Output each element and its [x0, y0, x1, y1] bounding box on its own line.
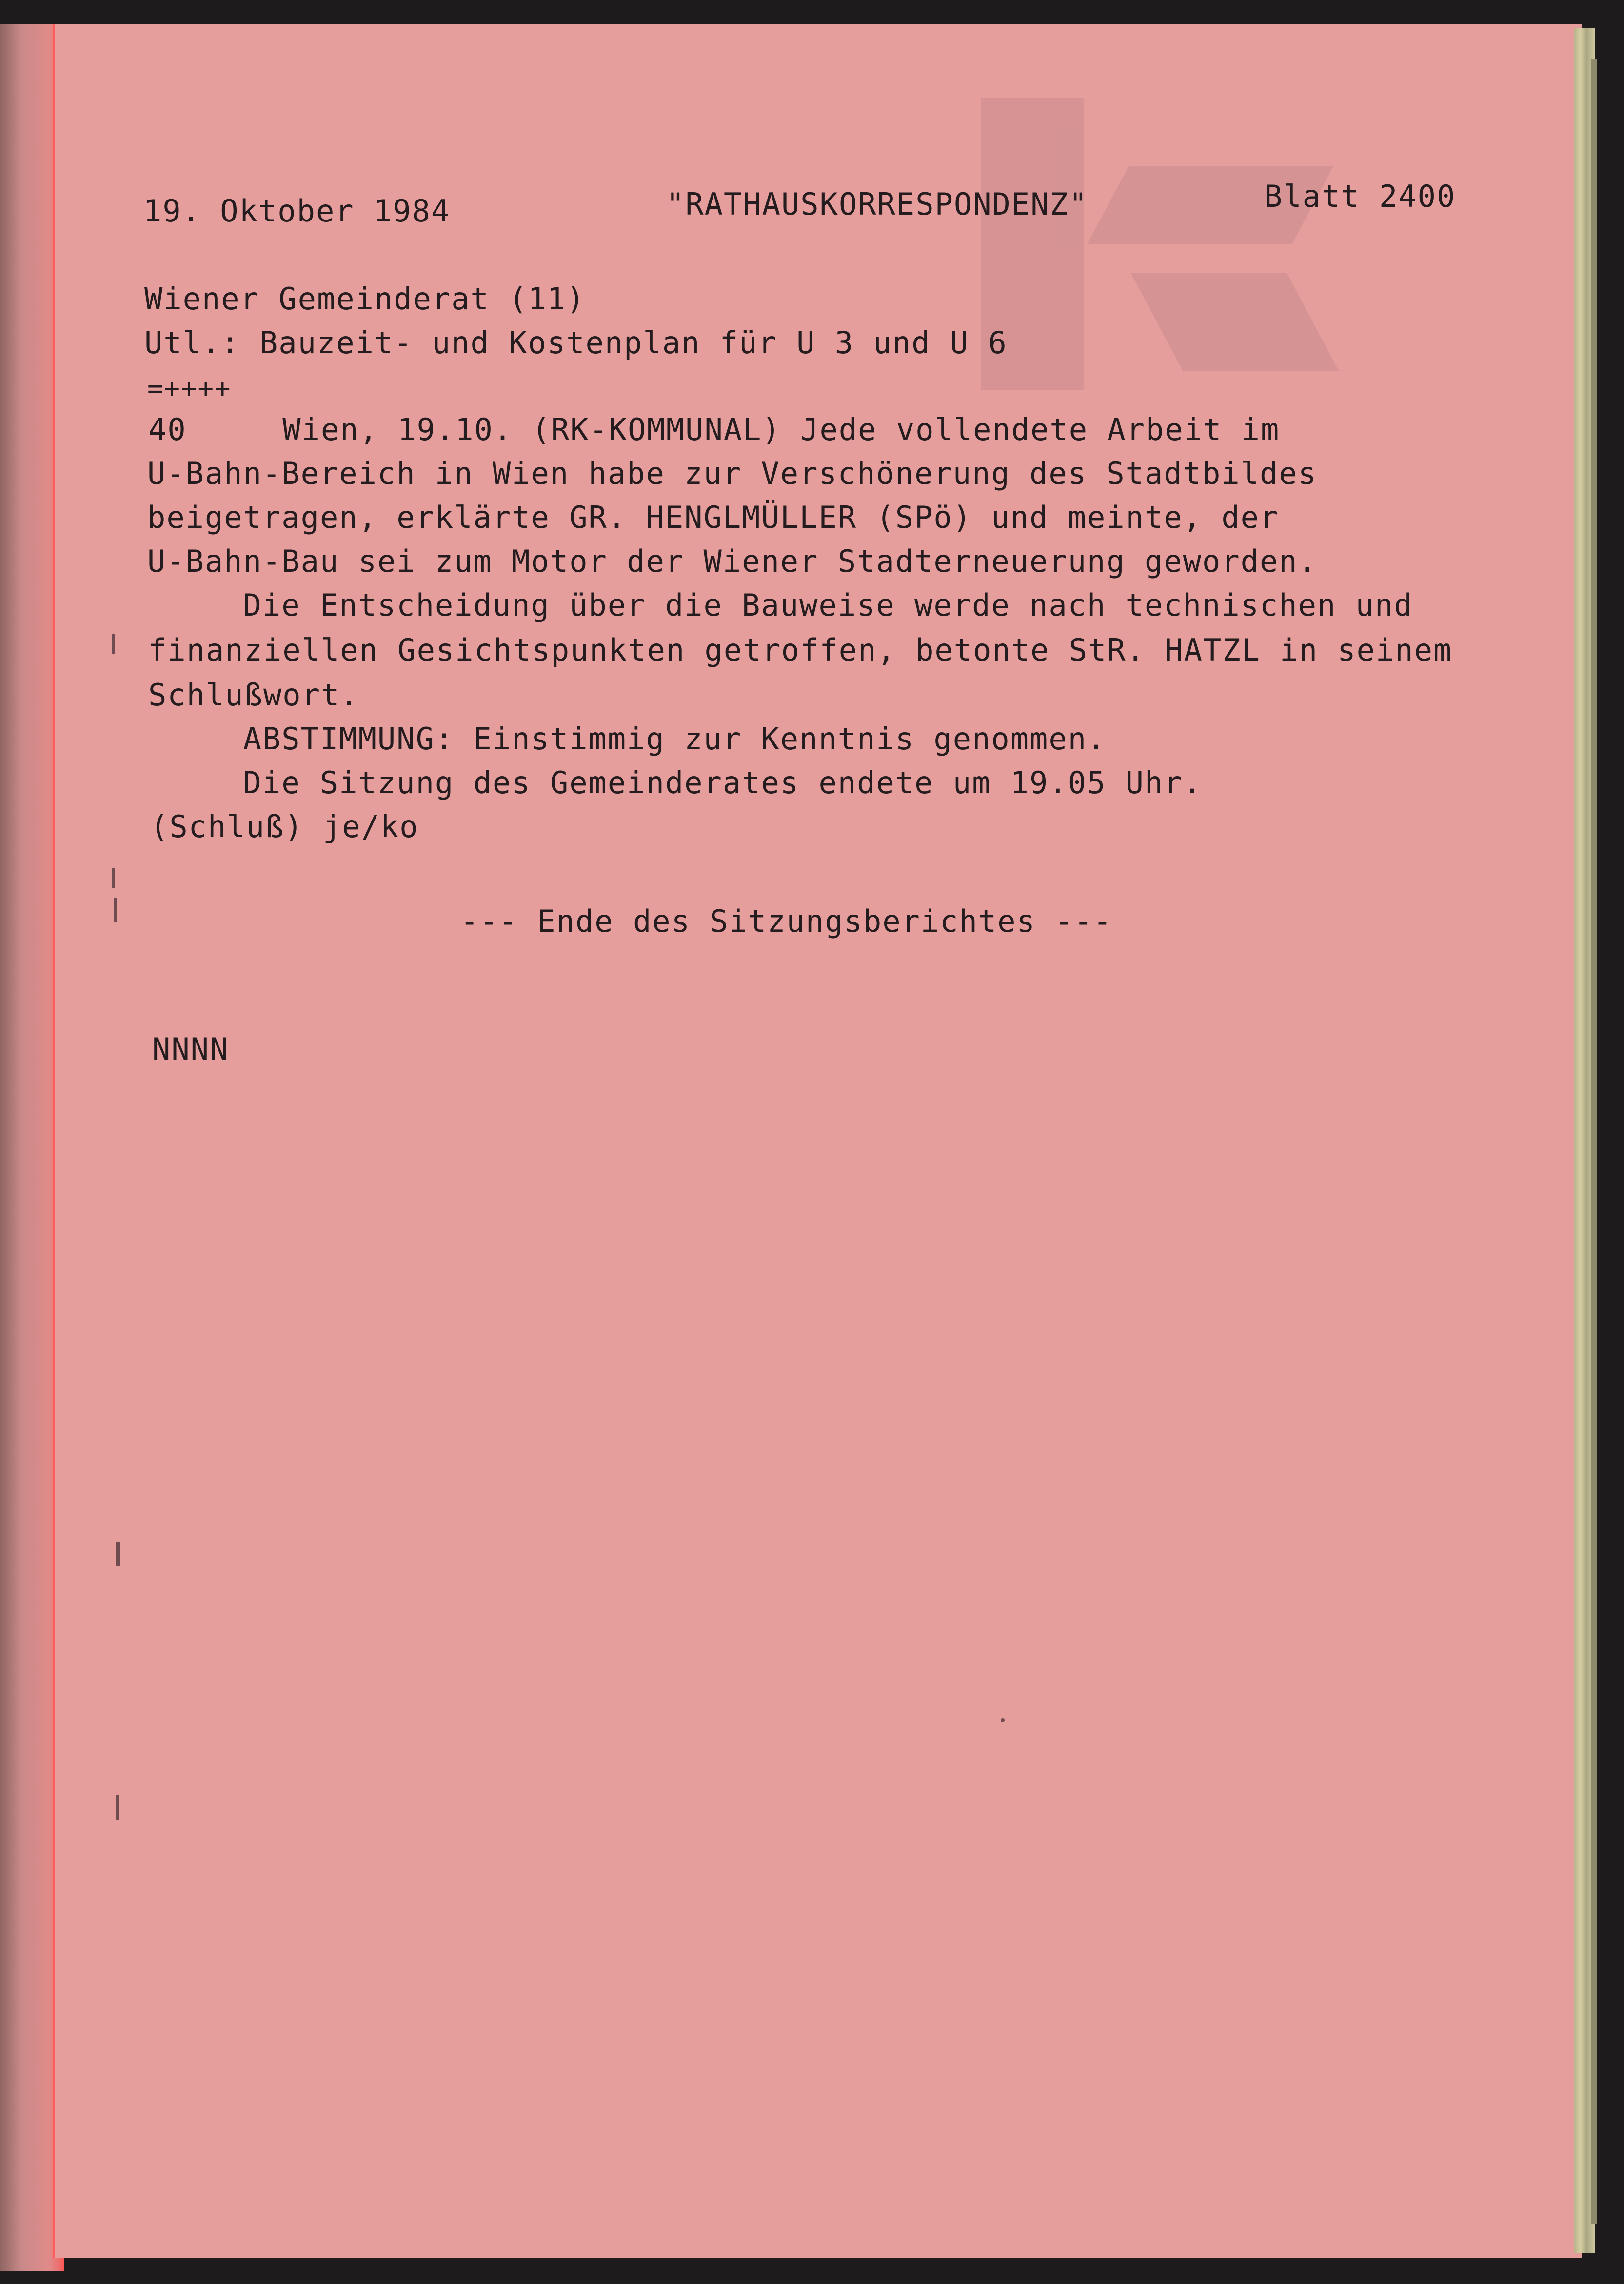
body-line-2: U-Bahn-Bereich in Wien habe zur Verschönerung des Stadtbildes	[147, 456, 1317, 491]
margin-mark	[114, 898, 117, 922]
body-line-title: Wiener Gemeinderat (11)	[144, 281, 586, 317]
show-through-logo	[981, 68, 1527, 410]
header-date: 19. Oktober 1984	[143, 193, 451, 229]
body-line-6: finanziellen Gesichtspunkten getroffen, betonte StR. HATZL in seinem	[148, 632, 1453, 668]
header-sheet-number: Blatt 2400	[1264, 179, 1456, 214]
header-publication: "RATHAUSKORRESPONDENZ"	[666, 186, 1089, 222]
terminator-code: NNNN	[152, 1031, 229, 1067]
body-line-1: 40 Wien, 19.10. (RK-KOMMUNAL) Jede vollendete Arbeit im	[148, 412, 1280, 447]
body-line-5: Die Entscheidung über die Bauweise werde nach technischen und	[147, 587, 1413, 623]
document-page	[53, 24, 1582, 2258]
margin-mark	[112, 868, 115, 888]
body-line-subtitle: Utl.: Bauzeit- und Kostenplan für U 3 und U 6	[144, 325, 1008, 361]
body-line-separator: =++++	[147, 373, 232, 404]
body-line-3: beigetragen, erklärte GR. HENGLMÜLLER (SPö) und meinte, der	[147, 500, 1279, 535]
body-line-vote: ABSTIMMUNG: Einstimmig zur Kenntnis genommen.	[147, 721, 1107, 757]
margin-mark	[116, 1542, 120, 1566]
margin-mark	[116, 1795, 119, 1820]
body-line-7: Schlußwort.	[148, 677, 359, 713]
end-of-report-note: --- Ende des Sitzungsberichtes ---	[460, 903, 1113, 939]
logo-arm-lower	[1131, 273, 1339, 371]
paper-speck	[1001, 1718, 1005, 1722]
page-edge-shadow	[1591, 59, 1597, 2224]
body-line-session-end: Die Sitzung des Gemeinderates endete um 19.05 Uhr.	[147, 765, 1202, 801]
body-line-closing: (Schluß) je/ko	[150, 809, 419, 844]
body-line-4: U-Bahn-Bau sei zum Motor der Wiener Stadterneuerung geworden.	[147, 543, 1317, 579]
margin-mark	[112, 634, 115, 654]
